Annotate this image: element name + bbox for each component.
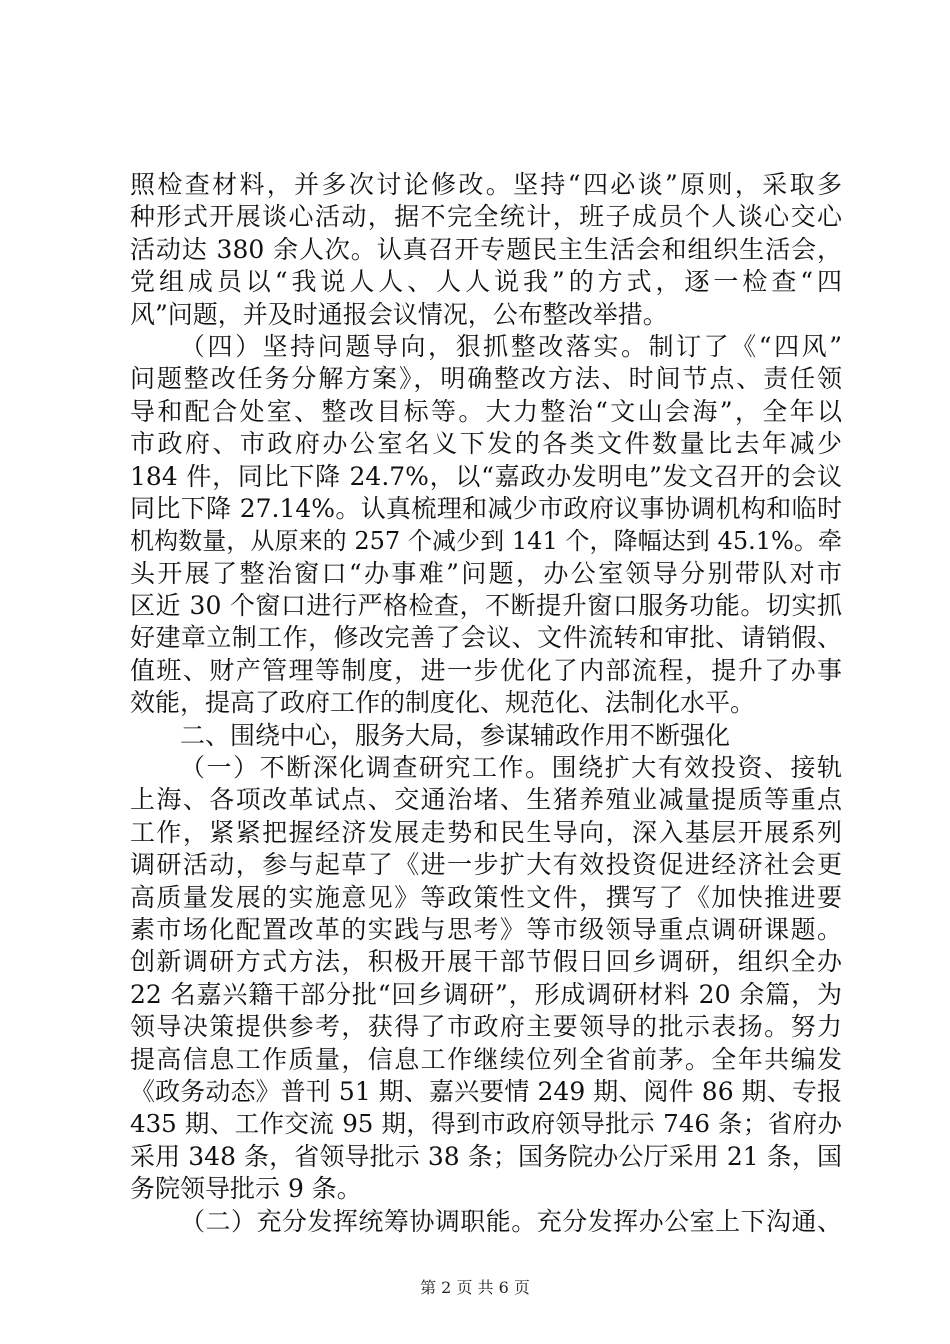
page-footer: 第 2 页 共 6 页: [420, 1278, 530, 1297]
text-line: 值班、财产管理等制度，进一步优化了内部流程，提升了办事: [130, 655, 842, 685]
text-line: 效能，提高了政府工作的制度化、规范化、法制化水平。: [130, 688, 756, 718]
text-line: 上海、各项改革试点、交通治堵、生猪养殖业减量提质等重点: [130, 785, 842, 815]
text-line: 区近 30 个窗口进行严格检查，不断提升窗口服务功能。切实抓: [130, 591, 842, 621]
text-line: （一）不断深化调查研究工作。围绕扩大有效投资、接轨: [180, 753, 842, 783]
text-line: 市政府、市政府办公室名义下发的各类文件数量比去年减少: [130, 429, 842, 459]
text-line: 同比下降 27.14%。认真梳理和减少市政府议事协调机构和临时: [130, 493, 842, 523]
text-line: 184 件，同比下降 24.7%，以“嘉政办发明电”发文召开的会议: [130, 461, 842, 491]
text-line: 采用 348 条，省领导批示 38 条；国务院办公厅采用 21 条，国: [130, 1141, 842, 1171]
text-line: （二）充分发挥统筹协调职能。充分发挥办公室上下沟通、: [180, 1206, 842, 1236]
text-line: 工作，紧紧把握经济发展走势和民生导向，深入基层开展系列: [130, 817, 842, 847]
text-line: 《政务动态》普刊 51 期、嘉兴要情 249 期、阅件 86 期、专报: [130, 1076, 842, 1106]
text-line: 种形式开展谈心活动，据不完全统计，班子成员个人谈心交心: [130, 202, 842, 232]
text-line: 活动达 380 余人次。认真召开专题民主生活会和组织生活会，: [130, 234, 842, 264]
text-line: 导和配合处室、整改目标等。大力整治“文山会海”，全年以: [130, 396, 842, 426]
text-line: 头开展了整治窗口“办事难”问题，办公室领导分别带队对市: [130, 558, 842, 588]
text-line: 435 期、工作交流 95 期，得到市政府领导批示 746 条；省府办: [130, 1109, 842, 1139]
text-line: 风”问题，并及时通报会议情况，公布整改举措。: [130, 299, 668, 329]
text-line: （四）坚持问题导向，狠抓整改落实。制订了《“四风”: [180, 331, 842, 361]
text-line: 好建章立制工作，修改完善了会议、文件流转和审批、请销假、: [130, 623, 842, 653]
text-line: 机构数量，从原来的 257 个减少到 141 个，降幅达到 45.1%。牵: [130, 527, 842, 556]
text-line: 创新调研方式方法，积极开展干部节假日回乡调研，组织全办: [130, 947, 842, 977]
text-line: 照检查材料，并多次讨论修改。坚持“四必谈”原则，采取多: [130, 170, 842, 199]
text-line: 调研活动，参与起草了《进一步扩大有效投资促进经济社会更: [130, 850, 842, 880]
text-line: 问题整改任务分解方案》，明确整改方法、时间节点、责任领: [130, 364, 842, 394]
text-line: 素市场化配置改革的实践与思考》等市级领导重点调研课题。: [130, 914, 842, 944]
text-line: 22 名嘉兴籍干部分批“回乡调研”，形成调研材料 20 余篇，为: [130, 979, 842, 1009]
text-line: 提高信息工作质量，信息工作继续位列全省前茅。全年共编发: [130, 1044, 842, 1074]
text-line: 领导决策提供参考，获得了市政府主要领导的批示表扬。努力: [130, 1012, 842, 1042]
text-line: 二、围绕中心，服务大局，参谋辅政作用不断强化: [180, 720, 731, 750]
text-line: 党组成员以“我说人人、人人说我”的方式，逐一检查“四: [130, 267, 842, 297]
text-line: 务院领导批示 9 条。: [130, 1174, 362, 1204]
text-line: 高质量发展的实施意见》等政策性文件，撰写了《加快推进要: [130, 882, 842, 912]
document-body: [130, 169, 842, 1238]
